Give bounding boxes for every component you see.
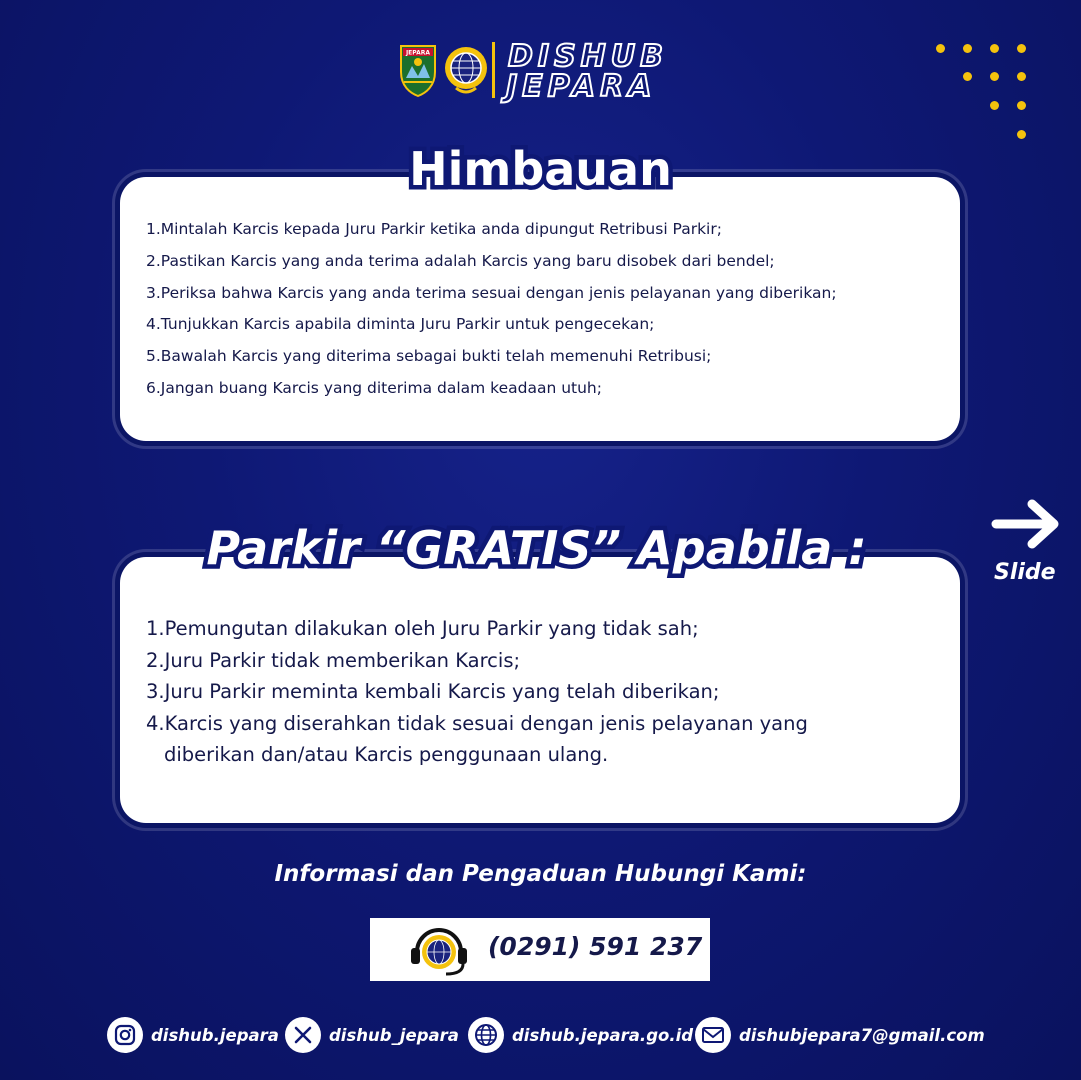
list-item: 3.Juru Parkir meminta kembali Karcis yang telah diberikan; [146,680,720,703]
himbauan-list [146,217,837,408]
crest-text: JEPARA [405,49,431,57]
list-item: 3.Periksa bahwa Karcis yang anda terima sesuai dengan jenis pelayanan yang diberikan; [146,283,837,302]
social-website[interactable] [468,1017,693,1053]
list-item: 6.Jangan buang Karcis yang diterima dalam keadaan utuh; [146,378,602,397]
list-item: 5.Bawalah Karcis yang diterima sebagai bukti telah memenuhi Retribusi; [146,347,712,366]
list-item: 1.Mintalah Karcis kepada Juru Parkir ketika anda dipungut Retribusi Parkir; [146,220,722,238]
jepara-crest-logo [398,42,438,98]
list-item: 2.Pastikan Karcis yang anda terima adalah Karcis yang baru disobek dari bendel; [146,251,775,270]
himbauan-title: Himbauan [409,142,672,196]
contact-heading: Informasi dan Pengaduan Hubungi Kami: [274,861,807,887]
phone-number[interactable]: (0291) 591 237 [488,932,703,961]
instagram-icon [107,1017,143,1053]
header [0,36,1081,106]
mail-icon [695,1017,731,1053]
parkir-gratis-card [120,557,960,823]
list-item-line2: diberikan dan/atau Karcis penggunaan ulang. [164,743,609,766]
email-address[interactable]: dishubjepara7@gmail.com [739,1025,985,1045]
x-handle[interactable]: dishub_jepara [329,1025,459,1045]
globe-icon [468,1017,504,1053]
parkir-gratis-list [146,613,906,771]
list-item-line1: 4.Karcis yang diserahkan tidak sesuai dengan jenis pelayanan yang [146,711,808,735]
headset-icon [408,922,470,978]
social-x[interactable] [285,1017,459,1053]
instagram-handle[interactable]: dishub.jepara [151,1025,279,1045]
social-email[interactable] [695,1017,985,1053]
logo-divider [492,42,495,98]
list-item: 2.Juru Parkir tidak memberikan Karcis; [146,648,521,672]
brand-name-line1: DISHUB [508,39,669,74]
phone-box[interactable] [370,918,710,981]
website-url[interactable]: dishub.jepara.go.id [512,1025,694,1045]
arrow-right-icon[interactable] [990,496,1064,552]
x-icon [285,1017,321,1053]
dishub-seal-logo [442,44,490,96]
brand-name-line2: JEPARA [506,69,657,104]
list-item: 4.Tunjukkan Karcis apabila diminta Juru Parkir untuk pengecekan; [146,315,655,334]
slide-label[interactable]: Slide [994,560,1056,585]
list-item: 1.Pemungutan dilakukan oleh Juru Parkir yang tidak sah; [146,617,699,640]
himbauan-card [120,177,960,441]
list-item [146,708,906,771]
parkir-gratis-title: Parkir “GRATIS” Apabila : [206,521,867,575]
social-instagram[interactable] [107,1017,279,1053]
decorative-dots [930,38,1040,148]
